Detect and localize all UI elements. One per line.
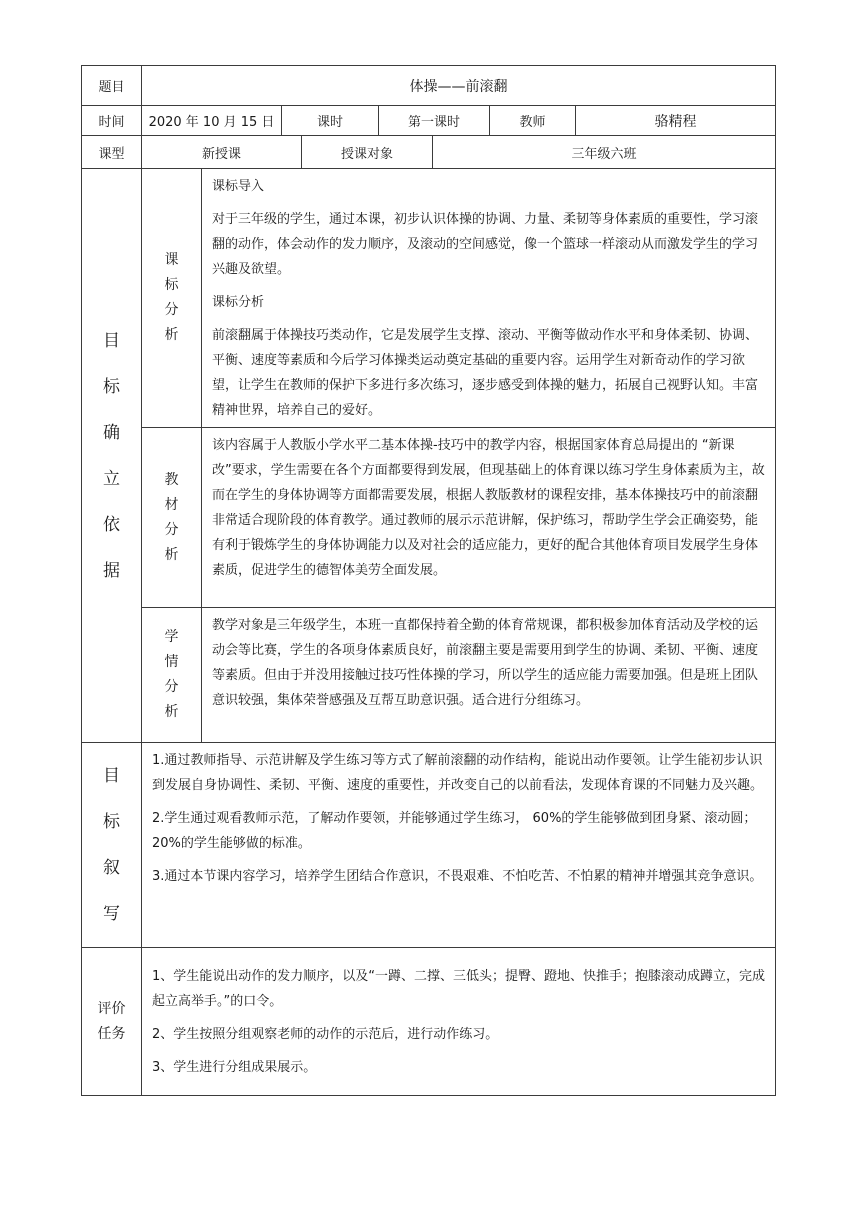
learner-label: 学情分析 <box>142 608 202 743</box>
evaluation-row <box>82 948 776 1096</box>
evaluation-item: 1、学生能说出动作的发力顺序，以及“一蹲、二撑、三低头；提臀、蹬地、快推手；抱膝滚动成蹲立，完成起立高举手。”的口令。 <box>152 969 766 1009</box>
type-label: 课型 <box>82 136 142 169</box>
objective-item: 3.通过本节课内容学习，培养学生团结合作意识，不畏艰难、不怕吃苦、不怕累的精神并增强其竞争意识。 <box>152 869 763 884</box>
evaluation-item: 3、学生进行分组成果展示。 <box>152 1060 317 1075</box>
time-value: 2020 年 10 月 15 日 <box>142 106 282 136</box>
audience-value: 三年级六班 <box>433 136 776 169</box>
standard-intro-text: 对于三年级的学生，通过本课，初步认识体操的协调、力量、柔韧等身体素质的重要性，学习滚翻的动作，体会动作的发力顺序，及滚动的空间感觉，像一个篮球一样滚动从而激发学生的学习兴趣及欲望。 <box>212 212 759 277</box>
objective-item: 1.通过教师指导、示范讲解及学生练习等方式了解前滚翻的动作结构，能说出动作要领。让学生能初步认识到发展自身协调性、柔韧、平衡、速度的重要性，并改变自己的以前看法，发现体育课的不同魅力及兴趣。 <box>152 753 764 793</box>
objective-item: 2.学生通过观看教师示范，了解动作要领，并能够通过学生练习， 60%的学生能够做到团身紧、滚动圆；20%的学生能够做的标准。 <box>152 811 757 851</box>
audience-label: 授课对象 <box>302 136 433 169</box>
teacher-value: 骆精程 <box>576 106 776 136</box>
standard-intro-title: 课标导入 <box>212 179 265 194</box>
objectives-label: 目标叙写 <box>82 743 142 948</box>
learner-analysis-row <box>82 608 776 743</box>
evaluation-label: 评价任务 <box>82 948 142 1096</box>
textbook-label: 教材分析 <box>142 428 202 608</box>
basis-label: 目标确立依据 <box>82 169 142 743</box>
objectives-row <box>82 743 776 948</box>
time-label: 时间 <box>82 106 142 136</box>
standard-analysis-row <box>82 169 776 428</box>
teacher-label: 教师 <box>490 106 576 136</box>
textbook-text: 该内容属于人教版小学水平二基本体操-技巧中的教学内容，根据国家体育总局提出的 “新课改”要求，学生需要在各个方面都要得到发展，但现基础上的体育课以练习学生身体素质为主，故而在学生的身体协调等方面都需要发展，根据人教版教材的课程安排，基本体操技巧中的前滚翻非常适合现阶段的体育教学。通过教师的展示示范讲解，保护练习，帮助学生学会正确姿势，能有利于锻炼学生的身体协调能力以及对社会的适应能力，更好的配合其他体育项目发展学生身体素质，促进学生的德智体美劳全面发展。 <box>212 438 765 578</box>
learner-content <box>202 608 776 743</box>
topic-label: 题目 <box>82 66 142 106</box>
standard-label: 课标分析 <box>142 169 202 428</box>
time-row <box>82 106 776 136</box>
objectives-content <box>142 743 776 948</box>
type-row <box>82 136 776 169</box>
textbook-analysis-row <box>82 428 776 608</box>
standard-analysis-text: 前滚翻属于体操技巧类动作，它是发展学生支撑、滚动、平衡等做动作水平和身体柔韧、协调、平衡、速度等素质和今后学习体操类运动奠定基础的重要内容。运用学生对新奇动作的学习欲望，让学生在教师的保护下多进行多次练习，逐步感受到体操的魅力，拓展自己视野认知。丰富精神世界，培养自己的爱好。 <box>212 328 759 418</box>
standard-content <box>202 169 776 428</box>
topic-row <box>82 66 776 106</box>
lesson-plan-table <box>81 65 776 1096</box>
standard-analysis-title: 课标分析 <box>212 295 265 310</box>
period-value: 第一课时 <box>379 106 490 136</box>
period-label: 课时 <box>282 106 379 136</box>
learner-text: 教学对象是三年级学生，本班一直都保持着全勤的体育常规课，都积极参加体育活动及学校的运动会等比赛，学生的各项身体素质良好，前滚翻主要是需要用到学生的协调、柔韧、平衡、速度等素质。但由于并没用接触过技巧性体操的学习，所以学生的适应能力需要加强。但是班上团队意识较强，集体荣誉感强及互帮互助意识强。适合进行分组练习。 <box>212 618 759 708</box>
type-value: 新授课 <box>142 136 302 169</box>
evaluation-item: 2、学生按照分组观察老师的动作的示范后，进行动作练习。 <box>152 1027 499 1042</box>
textbook-content <box>202 428 776 608</box>
evaluation-content <box>142 948 776 1096</box>
topic-value: 体操——前滚翻 <box>142 66 776 106</box>
